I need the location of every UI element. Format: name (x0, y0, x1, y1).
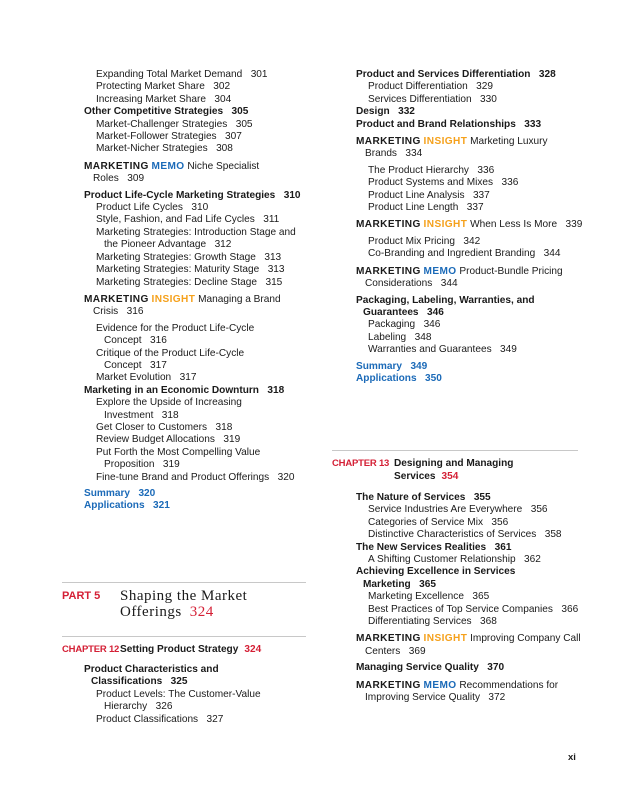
toc-subsection-entry (84, 472, 309, 484)
toc-subsection-entry (84, 119, 309, 131)
entry-title: Service Industries Are Everywhere (368, 504, 523, 516)
entry-page: 339 (565, 219, 583, 231)
entry-title: Market-Challenger Strategies (96, 118, 228, 130)
entry-page: 309 (127, 173, 145, 185)
toc-subsection-entry (356, 319, 586, 331)
summary-entry (84, 488, 309, 500)
chapter-label: CHAPTER 13 (332, 458, 390, 469)
entry-title: When Less Is More (470, 219, 558, 231)
entry-title: Review Budget Allocations (96, 434, 215, 446)
toc-subsection-entry (84, 202, 309, 214)
entry-page: 320 (138, 488, 156, 499)
entry-title: Style, Fashion, and Fad Life Cycles (96, 214, 255, 226)
entry-page: 358 (544, 529, 562, 541)
entry-title: Market Evolution (96, 372, 172, 384)
entry-title: Put Forth the Most Compelling Value Proposition (96, 446, 261, 471)
entry-title: Summary (84, 488, 131, 499)
entry-page: 325 (170, 676, 188, 688)
entry-title: Product Characteristics and Classifications (84, 664, 219, 688)
marketing-label: MARKETING (84, 160, 149, 172)
toc-list-chapter13 (356, 492, 586, 705)
entry-title: Product Classifications (96, 713, 199, 725)
toc-subsection-entry (84, 689, 309, 714)
summary-entry (356, 361, 586, 373)
entry-title: Managing Service Quality (356, 662, 479, 674)
entry-title: Product Life-Cycle Marketing Strategies (84, 189, 276, 201)
toc-subsection-entry (84, 714, 309, 726)
toc-subsection-entry (356, 190, 586, 202)
marketing-memo-entry (356, 680, 586, 705)
marketing-kind: INSIGHT (151, 293, 196, 305)
entry-title: Product Systems and Mixes (368, 177, 494, 189)
entry-page: 305 (231, 106, 249, 118)
entry-title: Product Line Analysis (368, 189, 465, 201)
entry-page: 336 (501, 177, 519, 189)
entry-title: Product Life Cycles (96, 202, 183, 214)
toc-list-chapter12 (84, 664, 309, 726)
toc-subsection-entry (84, 214, 309, 226)
entry-page: 319 (162, 459, 180, 471)
entry-page: 346 (426, 306, 444, 318)
entry-page: 369 (408, 645, 426, 657)
toc-subsection-entry (84, 348, 309, 373)
entry-page: 313 (264, 251, 282, 263)
entry-title: Explore the Upside of Increasing Investment (96, 397, 242, 421)
entry-title: The Product Hierarchy (368, 164, 469, 176)
toc-subsection-entry (356, 616, 586, 628)
toc-subsection-entry (84, 434, 309, 446)
entry-title: Marketing in an Economic Downturn (84, 384, 259, 396)
entry-title: Applications (84, 500, 145, 512)
entry-page: 310 (191, 202, 209, 214)
toc-section-entry (356, 295, 586, 320)
toc-subsection-entry (356, 554, 586, 566)
entry-page: 305 (235, 118, 253, 130)
entry-title: Marketing Excellence (368, 591, 464, 603)
entry-page: 326 (155, 701, 173, 713)
entry-page: 346 (423, 319, 441, 331)
toc-section-entry (84, 190, 309, 202)
toc-section-entry (356, 542, 586, 554)
entry-title: Applications (356, 372, 417, 384)
marketing-label: MARKETING (356, 633, 421, 645)
entry-page: 365 (472, 591, 490, 603)
entry-title: The New Services Realities (356, 541, 487, 553)
toc-section-entry (84, 106, 309, 118)
part-title-text: Shaping the Market Offerings (120, 588, 248, 620)
entry-page: 327 (206, 713, 224, 725)
marketing-memo-entry (84, 161, 309, 186)
toc-subsection-entry (356, 529, 586, 541)
toc-subsection-entry (356, 177, 586, 189)
entry-page: 349 (500, 344, 517, 356)
entry-title: Labeling (368, 331, 407, 343)
toc-subsection-entry (356, 344, 586, 356)
entry-page: 313 (267, 264, 285, 276)
entry-title: Marketing Strategies: Maturity Stage (96, 264, 260, 276)
toc-subsection-entry (84, 227, 309, 252)
entry-title: Recommendations for Improving Service Quality (365, 679, 559, 704)
toc-section-entry (84, 385, 309, 397)
entry-page: 318 (215, 421, 233, 433)
marketing-label: MARKETING (356, 136, 421, 148)
entry-page: 362 (523, 554, 541, 566)
marketing-insight-entry (356, 633, 586, 658)
entry-title: Increasing Market Share (96, 93, 206, 105)
entry-title: Product and Services Differentiation (356, 69, 531, 80)
toc-subsection-entry (84, 323, 309, 348)
entry-title: Summary (356, 360, 403, 372)
entry-title: Managing a Brand Crisis (93, 293, 281, 318)
marketing-kind: INSIGHT (423, 136, 468, 148)
chapter-13-entries (356, 492, 586, 709)
entry-page: 328 (538, 69, 556, 80)
entry-title: Marketing Strategies: Growth Stage (96, 251, 256, 263)
entry-page: 316 (150, 335, 167, 347)
entry-title: Product Line Length (368, 202, 459, 214)
entry-title: Packaging, Labeling, Warranties, and Guarantees (356, 294, 535, 318)
entry-page: 316 (126, 306, 144, 318)
entry-page: 302 (213, 81, 231, 93)
entry-page: 308 (216, 143, 233, 155)
summary-entry (356, 373, 586, 385)
entry-page: 332 (398, 106, 415, 118)
chapter-title (394, 457, 534, 483)
toc-subsection-entry (356, 165, 586, 177)
toc-subsection-entry (84, 447, 309, 472)
entry-page: 356 (491, 516, 509, 528)
entry-page: 333 (524, 118, 542, 130)
entry-page: 337 (472, 189, 490, 201)
toc-section-entry (356, 106, 586, 118)
toc-subsection-entry (356, 504, 586, 516)
marketing-memo-entry (356, 266, 586, 291)
entry-page: 318 (267, 384, 285, 396)
entry-title: Differentiating Services (368, 616, 472, 628)
divider (62, 582, 306, 583)
marketing-label: MARKETING (356, 265, 421, 277)
page-number: xi (568, 752, 576, 763)
entry-page: 344 (440, 278, 458, 290)
entry-title: Fine-tune Brand and Product Offerings (96, 471, 270, 483)
entry-page: 317 (150, 359, 167, 371)
entry-page: 349 (410, 360, 428, 372)
toc-subsection-entry (356, 202, 586, 214)
entry-page: 348 (414, 331, 432, 343)
entry-title: Marketing Luxury Brands (365, 136, 548, 160)
entry-title: Market-Follower Strategies (96, 131, 217, 143)
marketing-label: MARKETING (84, 293, 149, 305)
marketing-kind: MEMO (423, 679, 457, 691)
toc-section-entry (356, 492, 586, 504)
entry-title: Product-Bundle Pricing Considerations (365, 265, 563, 290)
divider (62, 636, 306, 637)
entry-title: Product Mix Pricing (368, 235, 455, 247)
entry-title: Design (356, 106, 390, 118)
chapter-title (120, 643, 306, 656)
part-page: 324 (189, 604, 214, 620)
entry-page: 344 (543, 248, 561, 260)
chapter-title-text: Designing and Managing Services (394, 458, 514, 482)
chapter-12-entries (84, 664, 309, 726)
entry-title: Expanding Total Market Demand (96, 69, 243, 80)
entry-title: Market-Nicher Strategies (96, 143, 208, 155)
entry-page: 315 (265, 276, 283, 288)
entry-page: 304 (214, 93, 232, 105)
part-label: PART 5 (62, 590, 101, 602)
entry-title: Packaging (368, 319, 416, 331)
entry-page: 334 (405, 148, 423, 160)
entry-page: 310 (283, 189, 301, 201)
entry-title: The Nature of Services (356, 492, 466, 503)
entry-title: Get Closer to Customers (96, 421, 208, 433)
entry-title: Other Competitive Strategies (84, 106, 224, 118)
entry-title: Marketing Strategies: Decline Stage (96, 276, 258, 288)
toc-left-column (84, 69, 309, 513)
toc-list-right (356, 69, 586, 385)
entry-page: 355 (473, 492, 491, 503)
entry-title: Protecting Market Share (96, 81, 205, 93)
entry-page: 319 (223, 434, 241, 446)
toc-subsection-entry (84, 372, 309, 384)
toc-section-entry (356, 662, 586, 674)
entry-title: A Shifting Customer Relationship (368, 554, 516, 566)
part-title (120, 588, 320, 620)
toc-subsection-entry (356, 604, 586, 616)
entry-page: 342 (463, 235, 481, 247)
entry-title: Improving Company Call Centers (365, 633, 581, 657)
toc-section-entry (356, 69, 586, 81)
toc-subsection-entry (84, 81, 309, 93)
toc-section-entry (356, 566, 586, 591)
entry-title: Warranties and Guarantees (368, 344, 492, 356)
marketing-kind: MEMO (151, 160, 185, 172)
toc-section-entry (356, 119, 586, 131)
entry-title: Best Practices of Top Service Companies (368, 603, 553, 615)
entry-page: 330 (480, 93, 497, 105)
toc-section-entry (84, 664, 309, 689)
entry-title: Product Levels: The Customer-Value Hierarchy (96, 688, 261, 713)
entry-page: 311 (263, 214, 280, 226)
entry-page: 337 (466, 202, 484, 214)
entry-page: 329 (476, 81, 493, 93)
entry-page: 336 (477, 164, 495, 176)
entry-page: 356 (530, 504, 548, 516)
entry-title: Critique of the Product Life-Cycle Concept (96, 347, 245, 371)
toc-subsection-entry (84, 422, 309, 434)
toc-subsection-entry (84, 277, 309, 289)
marketing-label: MARKETING (356, 679, 421, 691)
toc-subsection-entry (356, 248, 586, 260)
entry-title: Product and Brand Relationships (356, 118, 516, 130)
entry-page: 361 (494, 541, 512, 553)
entry-page: 312 (214, 239, 232, 251)
toc-subsection-entry (356, 591, 586, 603)
entry-title: Product Differentiation (368, 81, 468, 93)
entry-title: Niche Specialist Roles (93, 160, 260, 185)
toc-subsection-entry (84, 143, 309, 155)
toc-subsection-entry (356, 81, 586, 93)
entry-title: Marketing Strategies: Introduction Stage and the Pioneer Advantage (96, 226, 296, 251)
entry-title: Distinctive Characteristics of Services (368, 529, 537, 541)
entry-page: 366 (561, 603, 579, 615)
marketing-kind: INSIGHT (423, 219, 468, 231)
chapter-page: 324 (244, 644, 262, 655)
entry-page: 318 (161, 409, 179, 421)
chapter-label: CHAPTER 12 (62, 644, 120, 655)
marketing-insight-entry (84, 294, 309, 319)
entry-page: 301 (250, 69, 268, 80)
toc-subsection-entry (84, 94, 309, 106)
divider (332, 450, 578, 451)
entry-page: 321 (153, 500, 170, 512)
entry-title: Evidence for the Product Life-Cycle Concept (96, 322, 255, 347)
summary-entry (84, 500, 309, 512)
marketing-insight-entry (356, 219, 586, 231)
entry-page: 368 (480, 616, 497, 628)
toc-subsection-entry (84, 264, 309, 276)
entry-page: 350 (425, 372, 442, 384)
toc-subsection-entry (84, 252, 309, 264)
entry-title: Services Differentiation (368, 93, 472, 105)
entry-page: 320 (277, 471, 295, 483)
toc-subsection-entry (356, 94, 586, 106)
toc-subsection-entry (84, 69, 309, 81)
toc-subsection-entry (356, 332, 586, 344)
entry-title: Achieving Excellence in Services Marketing (356, 566, 516, 590)
entry-page: 365 (419, 578, 436, 590)
marketing-kind: MEMO (423, 265, 457, 277)
entry-page: 317 (179, 372, 197, 384)
marketing-insight-entry (356, 136, 586, 161)
chapter-title-text: Setting Product Strategy (120, 644, 239, 655)
chapter-page: 354 (441, 471, 459, 482)
toc-list-left (84, 69, 309, 513)
entry-page: 372 (488, 692, 506, 704)
entry-page: 370 (487, 662, 505, 674)
toc-right-column (356, 69, 586, 385)
toc-subsection-entry (356, 236, 586, 248)
marketing-kind: INSIGHT (423, 633, 468, 645)
entry-title: Co-Branding and Ingredient Branding (368, 248, 536, 260)
toc-subsection-entry (84, 131, 309, 143)
entry-page: 307 (225, 131, 242, 143)
toc-subsection-entry (356, 517, 586, 529)
marketing-label: MARKETING (356, 219, 421, 231)
toc-subsection-entry (84, 397, 309, 422)
entry-title: Categories of Service Mix (368, 516, 483, 528)
